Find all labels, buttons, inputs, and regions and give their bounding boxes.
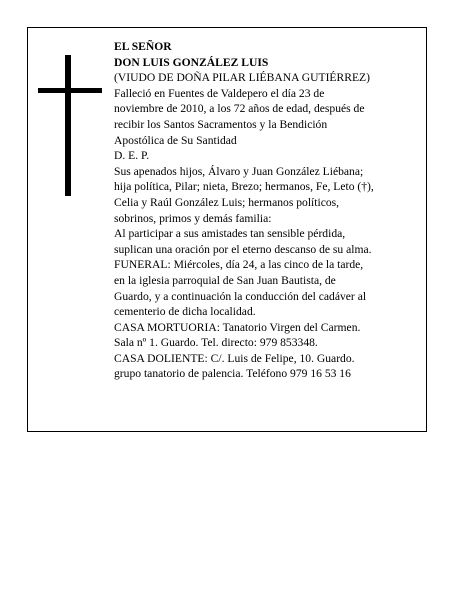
family-line: Celia y Raúl González Luis; hermanos políticos,	[114, 195, 340, 209]
deceased-name: DON LUIS GONZÁLEZ LUIS	[114, 55, 269, 69]
request-line: Al participar a sus amistades tan sensible pérdida,	[114, 227, 346, 241]
family-line: sobrinos, primos y demás familia:	[114, 211, 272, 225]
cross-vertical-bar	[65, 55, 71, 196]
home-line: CASA DOLIENTE: C/. Luis de Felipe, 10. Guardo.	[114, 351, 355, 365]
cross-icon	[38, 55, 102, 196]
death-line: noviembre de 2010, a los 72 años de edad, después de	[114, 102, 365, 116]
mortuary-paragraph	[114, 320, 420, 351]
death-line: Apostólica de Su Santidad	[114, 133, 237, 147]
family-paragraph	[114, 164, 420, 226]
deceased-title: EL SEÑOR	[114, 40, 172, 53]
death-line: Falleció en Fuentes de Valdepero el día 23 de	[114, 86, 325, 100]
rip-line: D. E. P.	[114, 149, 150, 163]
mortuary-line: Sala nº 1. Guardo. Tel. directo: 979 853348.	[114, 336, 318, 350]
widower-of: (VIUDO DE DOÑA PILAR LIÉBANA GUTIÉRREZ)	[114, 71, 371, 85]
obituary-text	[114, 39, 420, 382]
death-line: recibir los Santos Sacramentos y la Bendición	[114, 117, 328, 131]
home-paragraph	[114, 351, 420, 382]
death-paragraph	[114, 86, 420, 148]
home-line: grupo tanatorio de palencia. Teléfono 979 16 53 16	[114, 367, 351, 381]
family-line: hija política, Pilar; nieta, Brezo; hermanos, Fe, Leto (†),	[114, 180, 374, 194]
mortuary-line: CASA MORTUORIA: Tanatorio Virgen del Carmen.	[114, 320, 361, 334]
funeral-line: Guardo, y a continuación la conducción del cadáver al	[114, 289, 367, 303]
funeral-line: FUNERAL: Miércoles, día 24, a las cinco de la tarde,	[114, 258, 364, 272]
funeral-line: en la iglesia parroquial de San Juan Bautista, de	[114, 273, 336, 287]
funeral-paragraph	[114, 257, 420, 319]
funeral-line: cementerio de dicha localidad.	[114, 305, 256, 319]
cross-horizontal-bar	[38, 88, 102, 93]
family-line: Sus apenados hijos, Álvaro y Juan González Liébana;	[114, 164, 364, 178]
request-line: suplican una oración por el eterno descanso de su alma.	[114, 242, 372, 256]
request-paragraph	[114, 226, 420, 257]
